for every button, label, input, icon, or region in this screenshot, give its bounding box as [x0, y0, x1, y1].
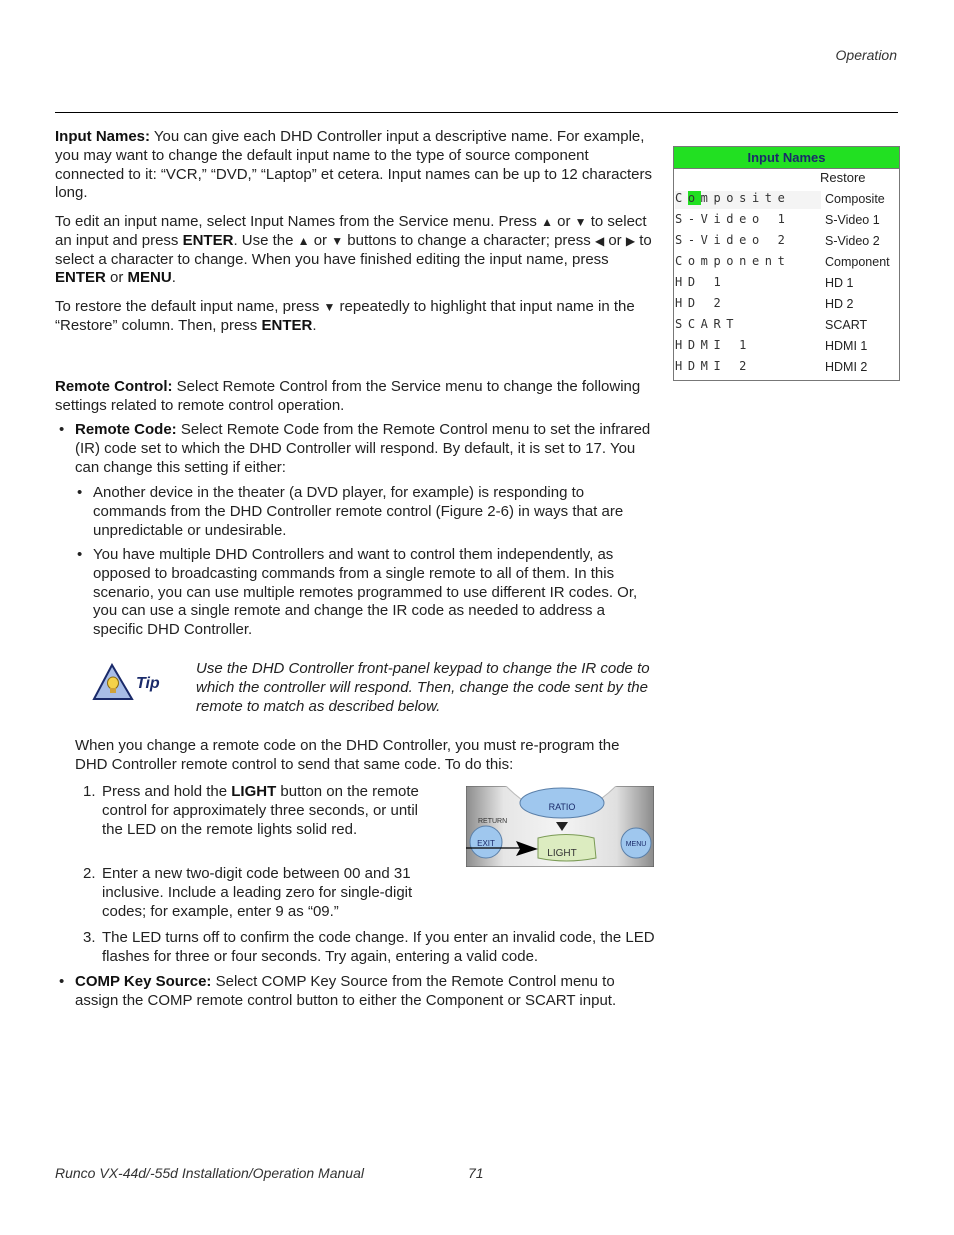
default-name: HDMI 1	[825, 339, 868, 353]
edit-text-7: or	[604, 231, 626, 249]
edit-text-6: buttons to change a character; press	[343, 231, 595, 249]
up-arrow-icon: ▲	[297, 233, 310, 248]
cursor-char: o	[687, 191, 701, 205]
light-button-label: LIGHT	[547, 848, 577, 859]
edit-text-9: or	[105, 269, 128, 287]
down-arrow-icon: ▼	[331, 233, 344, 248]
step-1-text	[102, 783, 420, 839]
input-row-scart[interactable]	[675, 315, 898, 335]
current-name	[675, 191, 821, 209]
header-rule	[55, 112, 898, 113]
current-name: S-Video 1	[675, 212, 791, 226]
default-name: HD 2	[825, 297, 854, 311]
default-name: HDMI 2	[825, 360, 868, 374]
light-key-label: LIGHT	[231, 783, 277, 800]
remote-control-paragraph	[55, 378, 655, 416]
input-names-title: Input Names	[674, 147, 899, 169]
remote-code-lead: Remote Code:	[75, 421, 177, 438]
restore-text-2: repeatedly to highlight that input name in the “Restore” column. Then, press	[55, 298, 635, 334]
default-name: Component	[825, 255, 890, 269]
comp-key-bullet	[59, 973, 655, 1011]
return-label: RETURN	[478, 818, 508, 825]
edit-text-2: or	[552, 213, 575, 230]
tip-lightbulb-icon	[92, 663, 136, 703]
step-1-part1: Press and hold the	[102, 783, 232, 800]
edit-text-1: To edit an input name, select Input Names from the Service menu. Press	[55, 213, 542, 230]
comp-key-body: Select COMP Key Source from the Remote Control menu to assign the COMP remote control button to either the Component or SCART input.	[75, 973, 617, 1009]
step-number: 2.	[83, 865, 96, 882]
current-name: HDMI 2	[675, 359, 752, 373]
step-number: 3.	[83, 929, 96, 946]
step-1-part2: button on the remote control for approximately three seconds, or until the LED on the remote lights solid red.	[102, 783, 419, 838]
exit-button-label: EXIT	[477, 839, 495, 848]
current-name: HDMI 1	[675, 338, 752, 352]
section-header: Operation	[835, 47, 897, 63]
bullet-dot: •	[59, 421, 65, 438]
bullet-dot: •	[77, 484, 83, 501]
input-row-svideo1[interactable]	[675, 210, 898, 230]
input-names-paragraph	[55, 128, 655, 203]
current-name: HD 2	[675, 296, 727, 310]
sub-bullet-text: You have multiple DHD Controllers and want to control them independently, as opposed to broadcasting commands from a single remote to all of them. In this scenario, you can use multiple remotes programmed to use different IR codes. Or, you can use a single remote and change the IR code as needed to address a specific DHD Controller.	[93, 546, 638, 639]
right-arrow-icon: ▶	[625, 233, 636, 248]
restore-text-1: To restore the default input name, press	[55, 298, 324, 315]
sub-bullet-item	[77, 484, 653, 540]
menu-key-label: MENU	[127, 269, 172, 287]
input-row-component[interactable]	[675, 252, 898, 272]
input-row-hdmi1[interactable]	[675, 336, 898, 356]
enter-key-label: ENTER	[261, 316, 313, 334]
page-number: 71	[468, 1165, 484, 1181]
tip-label: Tip	[136, 675, 160, 692]
bullet-dot: •	[77, 546, 83, 563]
remote-code-body: Select Remote Code from the Remote Control menu to set the infrared (IR) code set to which the DHD Controller will respond. By default, it is set to 17. You can change this setting if either:	[75, 421, 651, 476]
current-name: HD 1	[675, 275, 727, 289]
default-name: S-Video 1	[825, 213, 880, 227]
remote-code-bullet	[59, 421, 655, 477]
sub-bullet-item	[77, 546, 653, 640]
remote-control-body: Select Remote Control from the Service menu to change the following settings related to remote control operation.	[55, 378, 641, 414]
edit-text-8: to select a character to change. When you have finished editing the input name, press	[55, 231, 652, 268]
remote-control-image	[466, 786, 654, 867]
up-arrow-icon: ▲	[541, 215, 553, 229]
step-number: 1.	[83, 783, 96, 800]
default-name: SCART	[825, 318, 868, 332]
current-name: Component	[675, 254, 791, 268]
menu-button-label: MENU	[625, 841, 647, 848]
tip-text: Use the DHD Controller front-panel keypad to change the IR code to which the controller will respond. Then, change the code sent by the remote to match as described below.	[196, 660, 650, 715]
down-arrow-icon: ▼	[323, 300, 336, 314]
enter-key-label: ENTER	[55, 269, 106, 287]
input-names-body: You can give each DHD Controller input a descriptive name. For example, you may want to change the default input name to the type of source component connected to it: “VCR,” “DVD,” “Laptop” et cetera. Input names can be up to 12 characters long.	[55, 128, 652, 202]
current-name: SCART	[675, 317, 740, 331]
comp-key-lead: COMP Key Source:	[75, 973, 212, 990]
default-name: S-Video 2	[825, 234, 880, 248]
name-char: C	[675, 191, 688, 205]
edit-text-5: or	[309, 231, 332, 249]
input-row-hdmi2[interactable]	[675, 357, 898, 377]
bullet-dot: •	[59, 973, 65, 990]
enter-key-label: ENTER	[182, 231, 234, 249]
reprogram-paragraph: When you change a remote code on the DHD Controller, you must re-program the DHD Controller remote control to send that same code. To do this:	[75, 737, 620, 773]
restore-text-3: .	[312, 316, 317, 334]
input-names-menu	[673, 146, 900, 381]
name-chars: mposite	[700, 191, 791, 205]
edit-paragraph	[55, 213, 655, 288]
restore-paragraph	[55, 298, 655, 336]
current-name: S-Video 2	[675, 233, 791, 247]
step-3-text: The LED turns off to confirm the code change. If you enter an invalid code, the LED flashes for three or four seconds. Try again, entering a valid code.	[102, 929, 655, 965]
sub-bullet-text: Another device in the theater (a DVD player, for example) is responding to commands from the DHD Controller remote control (Figure 2-6) in ways that are unpredictable or undesirable.	[93, 484, 624, 539]
step-2-text: Enter a new two-digit code between 00 and 31 inclusive. Include a leading zero for single-digit codes; for example, enter 9 as “09.”	[102, 865, 413, 920]
edit-text-3: to select an input and press	[55, 213, 647, 249]
restore-column-header: Restore	[820, 170, 866, 185]
input-row-composite[interactable]	[675, 189, 898, 209]
left-arrow-icon: ◀	[594, 233, 605, 248]
edit-text-10: .	[171, 269, 176, 287]
ratio-button-label: RATIO	[548, 802, 576, 812]
down-arrow-icon: ▼	[574, 215, 587, 229]
input-row-hd2[interactable]	[675, 294, 898, 314]
default-name: HD 1	[825, 276, 854, 290]
default-name: Composite	[825, 192, 885, 206]
input-row-hd1[interactable]	[675, 273, 898, 293]
footer-manual-title: Runco VX-44d/-55d Installation/Operation Manual	[55, 1165, 364, 1181]
input-names-lead: Input Names:	[55, 128, 151, 145]
input-row-svideo2[interactable]	[675, 231, 898, 251]
edit-text-4: . Use the	[233, 231, 298, 249]
remote-control-lead: Remote Control:	[55, 378, 173, 395]
